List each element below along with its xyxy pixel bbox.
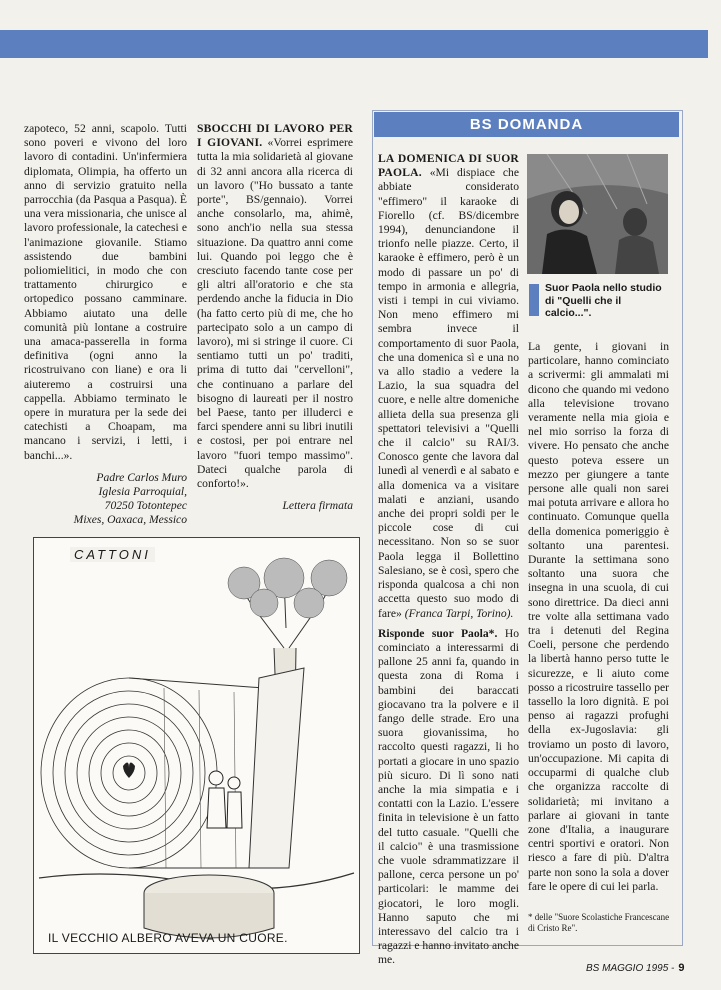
page-folio bbox=[586, 962, 685, 974]
cartoon-drawing bbox=[34, 538, 359, 953]
caption-accent-bar bbox=[529, 284, 539, 316]
signature-line: Mixes, Oaxaca, Messico bbox=[73, 513, 187, 527]
suor-paola-photo bbox=[527, 154, 668, 274]
question-heading: LA DOMENICA DI SUOR PAOLA. bbox=[378, 152, 519, 180]
letter-column-1 bbox=[24, 122, 187, 528]
signature-line: 70250 Totontepec bbox=[104, 499, 187, 513]
signature-line: Iglesia Parroquial, bbox=[98, 485, 187, 499]
reply-body: Ho cominciato a interessarmi di pallone 25 anni fa, quando in questa zona di Roma i bambini dei baraccati giocavano tra la polvere e il fango delle strade. Ero una suora giovanissima, ho raccolto questi ragazzi, li ho portati a giocare in uno spazio più sicuro. Di lì sono nati anche la mia simpatia e i contatti con la Lazio. L'essere finita in televisione è un fatto del tutto casuale. "Quelli che il calcio" è una trasmissione che vuole sdrammatizzare il pallone, cerca persone un po' particolari: le mamme dei giocatori, le loro mogli. Hanno saputo che mi interessavo del calcio tra i ragazzi e hanno invitato anche me. bbox=[378, 626, 519, 967]
signature-line: Padre Carlos Muro bbox=[96, 470, 187, 484]
letter-column-2 bbox=[197, 122, 353, 513]
rubric-title: BS DOMANDA bbox=[374, 112, 679, 137]
footnote: * delle "Suore Scolastiche Francescane di Cristo Re". bbox=[528, 912, 670, 933]
photo-caption: Suor Paola nello studio di "Quelli che il calcio...". bbox=[545, 282, 662, 319]
letter-body: «Vorrei esprimere tutta la mia solidarietà al giovane di 32 anni ancora alla ricerca di un lavoro ("Ho bussato a tante porte", BS/gennaio). Vorrei anche consolarlo, ma, ahimè, sono anch'io nella sua stessa situazione. Da quattro anni come lui. Quando poi leggo che è cresciuto facendo tante cose per gli altri all'oratorio e che sta perdendo anche la fiducia in Dio (ha fatto certo più di me, che ho partecipato solo a un campo di lavoro), mi si stringe il cuore. Ci sentiamo tutti un po' traditi, prima di tutto dai "cervelloni", che continuano a parlare del bisogno di laureati per il nostro bel Paese, tanto per illuderci e farci spendere anni su libri inutili e costosi, per poi entrare nel lavoro "fuori tempo massimo". Dateci qualche parola di conforto!». bbox=[197, 136, 354, 491]
top-color-band bbox=[0, 30, 708, 58]
cartoon-artist-signature: CATTONI bbox=[70, 547, 155, 562]
photo-caption-box bbox=[529, 282, 669, 320]
reply-label: Risponde suor Paola*. bbox=[378, 626, 498, 640]
page-number: 9 bbox=[678, 962, 685, 974]
letter-body: zapoteco, 52 anni, scapolo. Tutti sono poveri e vivono del loro lavoro di contadini. Un'infermiera diplomata, Olimpia, ha offerto un anno di servizio gratuito nella parrocchia (da Pasqua a Pasqua). È una vera missionaria, che unisce al lavoro professionale, la catechesi e l'animazione giovanile. Stiamo assistendo due bambini poliomielitici, in modo che con trattamento chirurgico e ortopedico possano camminare. Abbiamo aiutato una delle comunità più lontane a costruire una amaca-passerella in forma definitiva (ogni anno la ricostruivano con liane) e ora li aiuteremo a costruirsi una cappella. Abbiamo terminato le opere in muratura per la sede dei catechisti a Choapam, ma mancano i servizi, i letti, i banchi...». bbox=[24, 122, 187, 462]
signature-line: Lettera firmata bbox=[282, 499, 353, 513]
cartoon-panel bbox=[33, 537, 360, 954]
question-column bbox=[378, 152, 519, 968]
folio-label: BS MAGGIO 1995 - bbox=[586, 963, 675, 974]
question-body: «Mi dispiace che abbiate considerato "effimero" il karaoke di Fiorello (cf. BS/dicembre 1994), denunciandone il trionfo nelle piazze. Certo, il karaoke è effimero, però è un modo di passare un po' di tempo in armonia e allegria, visti i tempi in cui viviamo. Non meno effimero mi sembra invece il comportamento di suor Paola, che una domenica sì e una no va allo stadio a vedere la Lazio, la sua squadra del cuore, e nelle altre domeniche allieta della sua presenza gli spettatori televisivi a "Quelli che il calcio" su RAI/3. Conosco gente che lavora dal lunedì al venerdì e al sabato e alla domenica va a visitare malati e anziani, usando anche dei propri soldi per le piccole cose di cui necessitano. Non so se suor Paola legga il Bollettino Salesiano, se è così, spero che risponda qualcosa a chi non accetta questo suo modo di fare» bbox=[378, 166, 519, 620]
question-source: (Franca Tarpi, Torino). bbox=[404, 606, 514, 620]
reply-continuation-body: La gente, i giovani in particolare, hanno cominciato a scrivermi: gli ammalati mi dicono che quando mi vedono alla televisione trovano veramente nella mia gioia e nel mio sorriso la forza di vivere. Ho pensato che anche questo poteva essere un mezzo per giungere a tante persone alle quali non sarei mai potuta arrivare e allora ho continuato. Comunque quella della domenica pomeriggio è soltanto una parentesi. Durante la settimana sono soltanto una suora che insegna in una scuola, di cui sono direttrice. Da dieci anni tre volte alla settimana vado tra i detenuti del Regina Coeli, persone che perdendo la libertà hanno perso tutte le sicurezze, e li aiuto come posso a ricostruire tassello per tassello la loro dignità. E poi penso ai ragazzi profughi della ex-Jugoslavia: gli troviamo un posto di lavoro, un'occupazione. Mi capita di occuparmi di qualche club che organizza raccolte di solidarietà; mi invitano a parlare ai giovani in tante zone d'Italia, a inaugurare centri sportivi e oratori. Non riesco a fare di più. D'altra parte non sono la sola a dover fare le opere di cui lei parla. bbox=[528, 340, 669, 893]
reply-continuation-column bbox=[528, 340, 669, 894]
cartoon-caption: IL VECCHIO ALBERO AVEVA UN CUORE. bbox=[48, 931, 288, 945]
letter-heading: SBOCCHI DI LAVORO PER I GIOVANI. bbox=[197, 122, 353, 150]
